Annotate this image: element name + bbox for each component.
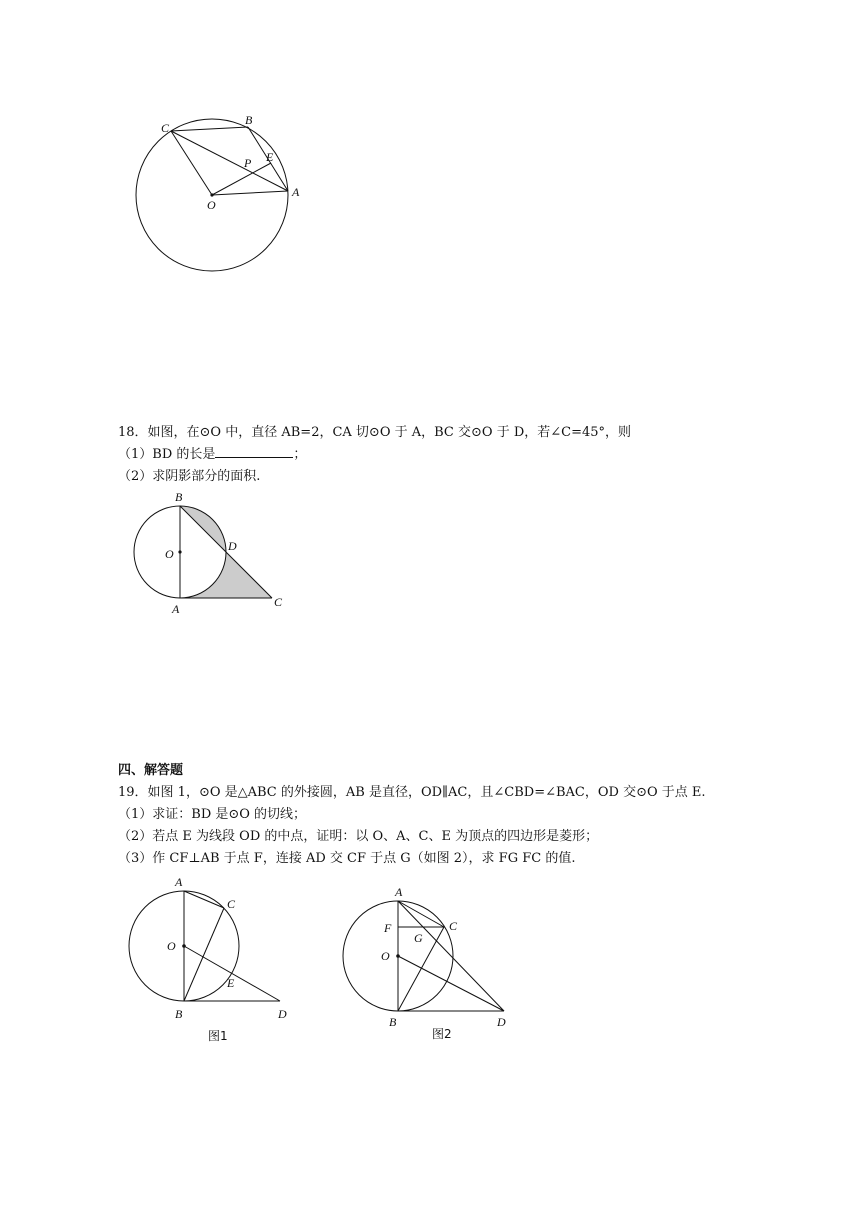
label-d: D [497,1015,506,1029]
label-d: D [228,539,237,553]
label-a: A [395,885,403,899]
label-e: E [266,150,274,164]
label-p: P [244,156,252,170]
label-o: O [165,547,174,561]
label-o: O [381,949,390,963]
section-heading: 四、解答题 [118,763,184,778]
segment-ad [398,901,504,1011]
q18-part1-suffix: ； [293,447,307,462]
segment-ac [184,891,224,908]
label-b: B [175,1007,183,1021]
shaded-region-lower [180,552,272,598]
figure-q17 [120,105,320,280]
label-b: B [389,1015,397,1029]
segment-oa [212,191,288,195]
segment-cb [171,127,248,131]
label-d: D [278,1007,287,1021]
segment-od [184,946,280,1001]
label-o: O [207,198,216,212]
q18-stem: 18．如图，在⊙O 中，直径 AB=2，CA 切⊙O 于 A，BC 交⊙O 于 D，若∠C=45°，则 [118,425,632,440]
segment-co [171,131,212,195]
center-point [210,193,213,196]
label-b: B [245,113,253,127]
label-c: C [274,595,283,609]
label-f: F [384,921,392,935]
segment-ac [398,901,444,927]
answer-blank[interactable] [215,445,293,458]
center-point [396,954,400,958]
figure-1 [125,872,305,1052]
q19-part2: （2）若点 E 为线段 OD 的中点，证明：以 O、A、C、E 为顶点的四边形是菱形； [118,829,599,844]
segment-bc [184,908,224,1001]
label-c: C [227,897,236,911]
label-a: A [172,602,180,616]
figure-2 [340,882,525,1052]
figure-caption: 图1 [208,1029,228,1043]
q19-part3: （3）作 CF⊥AB 于点 F，连接 AD 交 CF 于点 G（如图 2），求 FG FC 的值. [118,851,576,866]
center-point [182,944,186,948]
q18-part1-prefix: （1）BD 的长是 [118,447,216,462]
q18-part1 [118,445,306,465]
label-e: E [227,976,235,990]
segment-od [398,956,504,1011]
figure-caption: 图2 [432,1027,452,1041]
q19-stem: 19．如图 1，⊙O 是△ABC 的外接圆，AB 是直径，OD∥AC，且∠CBD=∠BAC，OD 交⊙O 于点 E. [118,785,706,800]
center-point [178,550,181,553]
label-g: G [414,931,423,945]
label-b: B [175,490,183,504]
q19-part1: （1）求证：BD 是⊙O 的切线； [118,807,307,822]
figure-q18 [130,490,300,615]
segment-oe [212,163,271,195]
label-a: A [175,875,183,889]
label-c: C [161,121,170,135]
label-c: C [449,919,458,933]
label-o: O [167,939,176,953]
q18-part2: （2）求阴影部分的面积. [118,469,261,484]
label-a: A [292,185,300,199]
